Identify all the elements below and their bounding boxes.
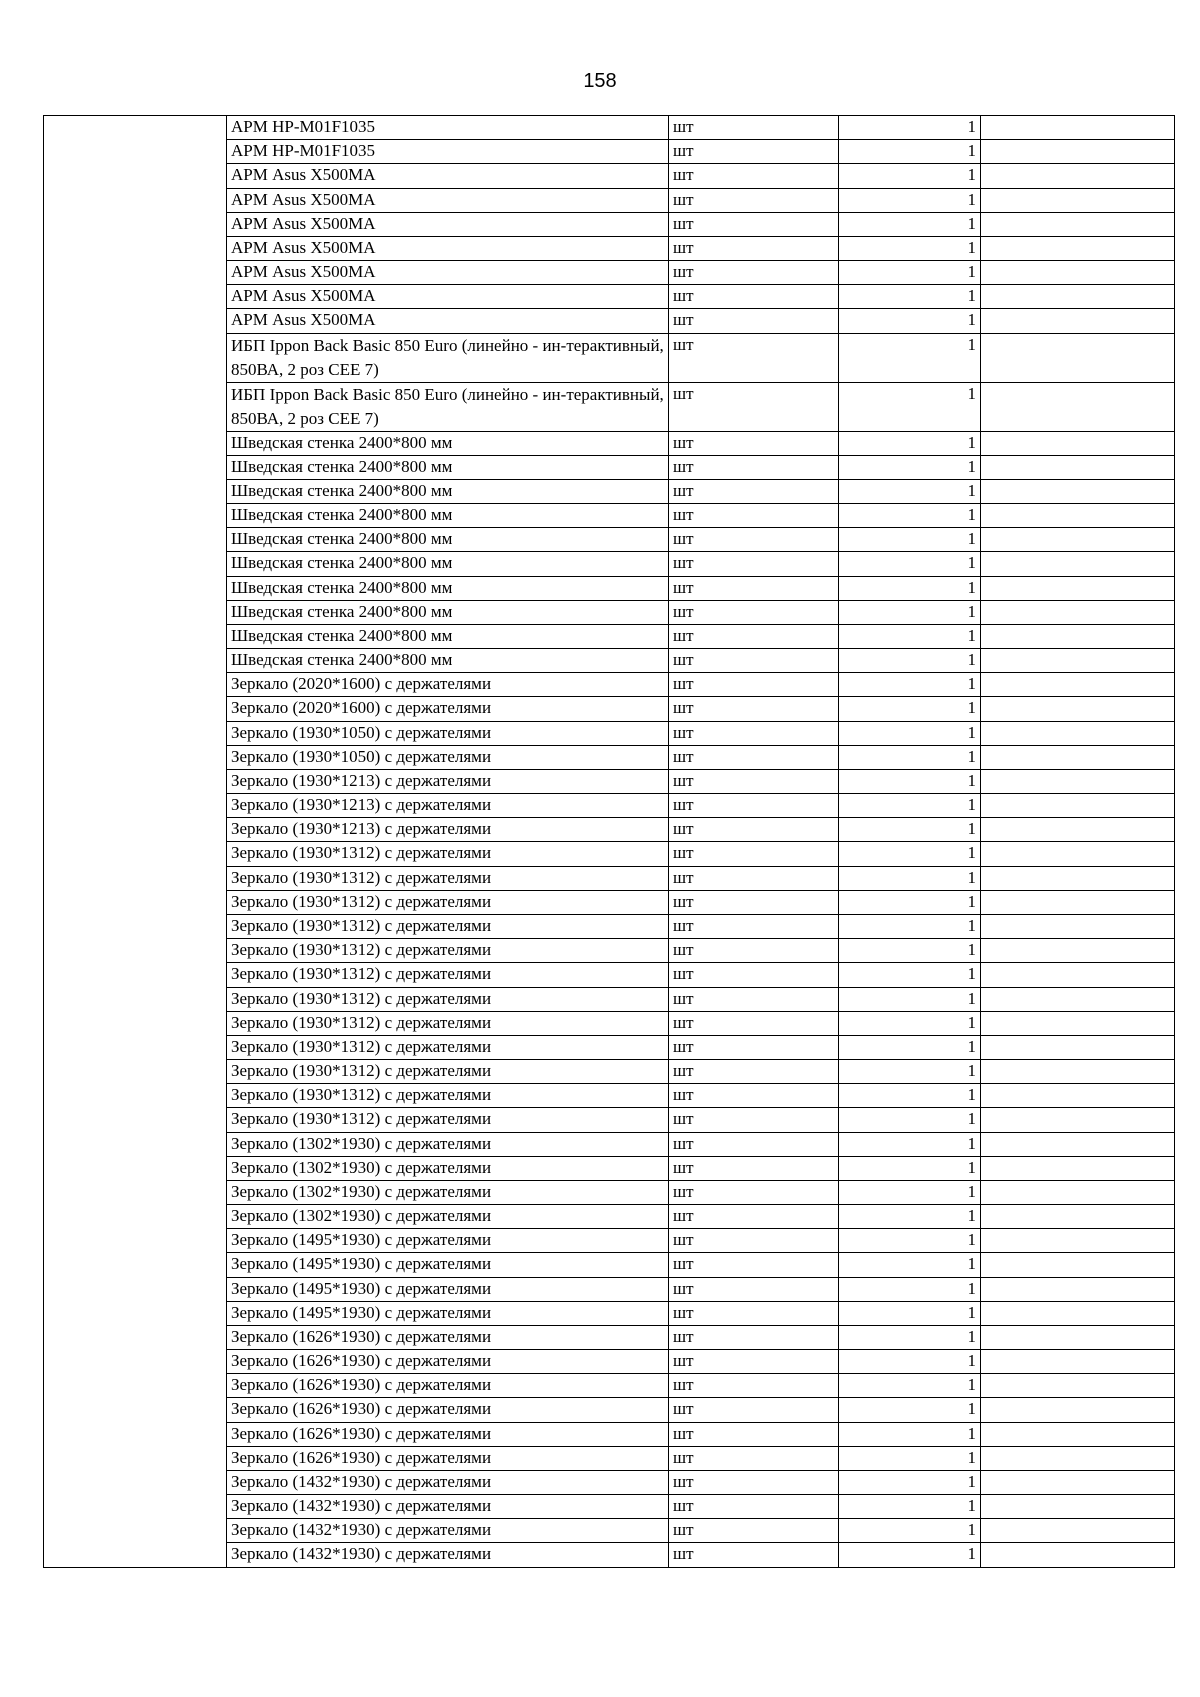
unit-cell: шт	[669, 866, 839, 890]
note-cell	[981, 794, 1175, 818]
item-name-cell: Зеркало (1930*1213) с держателями	[227, 769, 669, 793]
item-name-cell: Шведская стенка 2400*800 мм	[227, 431, 669, 455]
quantity-cell: 1	[839, 1084, 981, 1108]
unit-cell: шт	[669, 818, 839, 842]
unit-cell: шт	[669, 842, 839, 866]
note-cell	[981, 1519, 1175, 1543]
note-cell	[981, 939, 1175, 963]
note-cell	[981, 164, 1175, 188]
quantity-cell: 1	[839, 431, 981, 455]
item-name-cell: Зеркало (1495*1930) с держателями	[227, 1277, 669, 1301]
item-name-cell: Зеркало (1930*1312) с держателями	[227, 1108, 669, 1132]
quantity-cell: 1	[839, 212, 981, 236]
unit-cell: шт	[669, 382, 839, 431]
quantity-cell: 1	[839, 528, 981, 552]
item-name-cell: Зеркало (1930*1312) с держателями	[227, 890, 669, 914]
quantity-cell: 1	[839, 1446, 981, 1470]
unit-cell: шт	[669, 1156, 839, 1180]
note-cell	[981, 382, 1175, 431]
note-cell	[981, 1156, 1175, 1180]
quantity-cell: 1	[839, 1543, 981, 1567]
quantity-cell: 1	[839, 1229, 981, 1253]
item-name-cell: ИБП Ippon Back Basic 850 Euro (линейно - ин-терактивный, 850ВА, 2 роз CEE 7)	[227, 382, 669, 431]
item-name-cell: Зеркало (1432*1930) с держателями	[227, 1519, 669, 1543]
quantity-cell: 1	[839, 236, 981, 260]
quantity-cell: 1	[839, 188, 981, 212]
note-cell	[981, 673, 1175, 697]
quantity-cell: 1	[839, 164, 981, 188]
quantity-cell: 1	[839, 1519, 981, 1543]
quantity-cell: 1	[839, 552, 981, 576]
item-name-cell: Зеркало (1930*1312) с держателями	[227, 939, 669, 963]
quantity-cell: 1	[839, 1495, 981, 1519]
note-cell	[981, 504, 1175, 528]
item-name-cell: Шведская стенка 2400*800 мм	[227, 455, 669, 479]
item-name-cell: Шведская стенка 2400*800 мм	[227, 504, 669, 528]
quantity-cell: 1	[839, 261, 981, 285]
unit-cell: шт	[669, 1470, 839, 1494]
note-cell	[981, 1205, 1175, 1229]
note-cell	[981, 333, 1175, 382]
quantity-cell: 1	[839, 140, 981, 164]
quantity-cell: 1	[839, 333, 981, 382]
quantity-cell: 1	[839, 624, 981, 648]
item-name-cell: Зеркало (1302*1930) с держателями	[227, 1180, 669, 1204]
item-name-cell: АРМ HP-M01F1035	[227, 116, 669, 140]
unit-cell: шт	[669, 721, 839, 745]
quantity-cell: 1	[839, 1205, 981, 1229]
unit-cell: шт	[669, 479, 839, 503]
unit-cell: шт	[669, 987, 839, 1011]
item-name-cell: Зеркало (1930*1050) с держателями	[227, 721, 669, 745]
unit-cell: шт	[669, 140, 839, 164]
note-cell	[981, 479, 1175, 503]
note-cell	[981, 1422, 1175, 1446]
unit-cell: шт	[669, 1253, 839, 1277]
item-name-cell: Зеркало (1930*1312) с держателями	[227, 914, 669, 938]
unit-cell: шт	[669, 1108, 839, 1132]
quantity-cell: 1	[839, 1350, 981, 1374]
unit-cell: шт	[669, 188, 839, 212]
unit-cell: шт	[669, 455, 839, 479]
note-cell	[981, 1301, 1175, 1325]
note-cell	[981, 140, 1175, 164]
note-cell	[981, 1035, 1175, 1059]
item-name-cell: Зеркало (1930*1312) с держателями	[227, 1084, 669, 1108]
quantity-cell: 1	[839, 697, 981, 721]
note-cell	[981, 1180, 1175, 1204]
unit-cell: шт	[669, 552, 839, 576]
quantity-cell: 1	[839, 987, 981, 1011]
item-name-cell: Зеркало (1626*1930) с держателями	[227, 1374, 669, 1398]
note-cell	[981, 1084, 1175, 1108]
unit-cell: шт	[669, 890, 839, 914]
unit-cell: шт	[669, 914, 839, 938]
note-cell	[981, 1253, 1175, 1277]
unit-cell: шт	[669, 1277, 839, 1301]
item-name-cell: Зеркало (1930*1213) с держателями	[227, 794, 669, 818]
unit-cell: шт	[669, 1060, 839, 1084]
quantity-cell: 1	[839, 1325, 981, 1349]
quantity-cell: 1	[839, 1470, 981, 1494]
quantity-cell: 1	[839, 721, 981, 745]
quantity-cell: 1	[839, 1156, 981, 1180]
item-name-cell: АРМ Asus X500MA	[227, 164, 669, 188]
quantity-cell: 1	[839, 794, 981, 818]
quantity-cell: 1	[839, 479, 981, 503]
unit-cell: шт	[669, 1301, 839, 1325]
quantity-cell: 1	[839, 285, 981, 309]
quantity-cell: 1	[839, 914, 981, 938]
unit-cell: шт	[669, 1446, 839, 1470]
unit-cell: шт	[669, 236, 839, 260]
quantity-cell: 1	[839, 866, 981, 890]
note-cell	[981, 866, 1175, 890]
item-name-cell: Зеркало (1930*1312) с держателями	[227, 987, 669, 1011]
quantity-cell: 1	[839, 818, 981, 842]
note-cell	[981, 649, 1175, 673]
quantity-cell: 1	[839, 1132, 981, 1156]
note-cell	[981, 285, 1175, 309]
note-cell	[981, 309, 1175, 333]
unit-cell: шт	[669, 164, 839, 188]
note-cell	[981, 769, 1175, 793]
note-cell	[981, 236, 1175, 260]
quantity-cell: 1	[839, 649, 981, 673]
quantity-cell: 1	[839, 1398, 981, 1422]
unit-cell: шт	[669, 1350, 839, 1374]
unit-cell: шт	[669, 1398, 839, 1422]
note-cell	[981, 1470, 1175, 1494]
item-name-cell: Шведская стенка 2400*800 мм	[227, 624, 669, 648]
unit-cell: шт	[669, 1084, 839, 1108]
unit-cell: шт	[669, 1519, 839, 1543]
unit-cell: шт	[669, 600, 839, 624]
item-name-cell: АРМ Asus X500MA	[227, 261, 669, 285]
note-cell	[981, 261, 1175, 285]
quantity-cell: 1	[839, 1180, 981, 1204]
item-name-cell: Шведская стенка 2400*800 мм	[227, 649, 669, 673]
unit-cell: шт	[669, 285, 839, 309]
item-name-cell: АРМ Asus X500MA	[227, 188, 669, 212]
item-name-cell: Зеркало (1495*1930) с держателями	[227, 1229, 669, 1253]
unit-cell: шт	[669, 649, 839, 673]
item-name-cell: Зеркало (2020*1600) с держателями	[227, 673, 669, 697]
quantity-cell: 1	[839, 1035, 981, 1059]
note-cell	[981, 1350, 1175, 1374]
unit-cell: шт	[669, 1495, 839, 1519]
note-cell	[981, 987, 1175, 1011]
item-name-cell: Зеркало (1626*1930) с держателями	[227, 1422, 669, 1446]
item-name-cell: ИБП Ippon Back Basic 850 Euro (линейно - ин-терактивный, 850ВА, 2 роз CEE 7)	[227, 333, 669, 382]
unit-cell: шт	[669, 794, 839, 818]
note-cell	[981, 431, 1175, 455]
note-cell	[981, 818, 1175, 842]
quantity-cell: 1	[839, 309, 981, 333]
item-name-cell: Зеркало (1432*1930) с держателями	[227, 1470, 669, 1494]
unit-cell: шт	[669, 1011, 839, 1035]
table-row	[44, 116, 1175, 140]
item-name-cell: АРМ Asus X500MA	[227, 212, 669, 236]
unit-cell: шт	[669, 528, 839, 552]
unit-cell: шт	[669, 1132, 839, 1156]
item-name-cell: Шведская стенка 2400*800 мм	[227, 552, 669, 576]
item-name-cell: Зеркало (1930*1312) с держателями	[227, 1011, 669, 1035]
note-cell	[981, 1325, 1175, 1349]
quantity-cell: 1	[839, 1301, 981, 1325]
note-cell	[981, 1060, 1175, 1084]
item-name-cell: Зеркало (1930*1312) с держателями	[227, 866, 669, 890]
item-name-cell: Шведская стенка 2400*800 мм	[227, 576, 669, 600]
unit-cell: шт	[669, 939, 839, 963]
quantity-cell: 1	[839, 116, 981, 140]
item-name-cell: Шведская стенка 2400*800 мм	[227, 528, 669, 552]
item-name-cell: Зеркало (1495*1930) с держателями	[227, 1301, 669, 1325]
unit-cell: шт	[669, 1180, 839, 1204]
quantity-cell: 1	[839, 382, 981, 431]
item-name-cell: Зеркало (2020*1600) с держателями	[227, 697, 669, 721]
item-name-cell: Зеркало (1626*1930) с держателями	[227, 1350, 669, 1374]
quantity-cell: 1	[839, 576, 981, 600]
note-cell	[981, 1495, 1175, 1519]
quantity-cell: 1	[839, 1422, 981, 1446]
quantity-cell: 1	[839, 455, 981, 479]
item-name-cell: АРМ HP-M01F1035	[227, 140, 669, 164]
note-cell	[981, 890, 1175, 914]
note-cell	[981, 697, 1175, 721]
quantity-cell: 1	[839, 504, 981, 528]
item-name-cell: Зеркало (1302*1930) с держателями	[227, 1156, 669, 1180]
item-name-cell: Зеркало (1930*1050) с держателями	[227, 745, 669, 769]
item-name-cell: АРМ Asus X500MA	[227, 236, 669, 260]
note-cell	[981, 576, 1175, 600]
note-cell	[981, 1543, 1175, 1567]
item-name-cell: Зеркало (1495*1930) с держателями	[227, 1253, 669, 1277]
note-cell	[981, 116, 1175, 140]
unit-cell: шт	[669, 1325, 839, 1349]
note-cell	[981, 1011, 1175, 1035]
item-name-cell: Зеркало (1930*1312) с держателями	[227, 1035, 669, 1059]
unit-cell: шт	[669, 576, 839, 600]
note-cell	[981, 963, 1175, 987]
page-number: 158	[583, 70, 617, 92]
note-cell	[981, 1132, 1175, 1156]
quantity-cell: 1	[839, 769, 981, 793]
unit-cell: шт	[669, 333, 839, 382]
item-name-cell: Зеркало (1432*1930) с держателями	[227, 1495, 669, 1519]
unit-cell: шт	[669, 1205, 839, 1229]
item-name-cell: АРМ Asus X500MA	[227, 309, 669, 333]
note-cell	[981, 745, 1175, 769]
note-cell	[981, 721, 1175, 745]
unit-cell: шт	[669, 963, 839, 987]
note-cell	[981, 212, 1175, 236]
item-name-cell: Зеркало (1302*1930) с держателями	[227, 1132, 669, 1156]
unit-cell: шт	[669, 504, 839, 528]
quantity-cell: 1	[839, 1277, 981, 1301]
item-name-cell: Зеркало (1930*1312) с держателями	[227, 842, 669, 866]
quantity-cell: 1	[839, 1011, 981, 1035]
item-name-cell: Шведская стенка 2400*800 мм	[227, 479, 669, 503]
unit-cell: шт	[669, 261, 839, 285]
item-name-cell: Зеркало (1930*1312) с держателями	[227, 1060, 669, 1084]
item-name-cell: Шведская стенка 2400*800 мм	[227, 600, 669, 624]
note-cell	[981, 914, 1175, 938]
note-cell	[981, 552, 1175, 576]
quantity-cell: 1	[839, 1374, 981, 1398]
item-name-cell: Зеркало (1626*1930) с держателями	[227, 1398, 669, 1422]
unit-cell: шт	[669, 1035, 839, 1059]
quantity-cell: 1	[839, 1108, 981, 1132]
item-name-cell: Зеркало (1930*1312) с держателями	[227, 963, 669, 987]
empty-group-cell	[44, 116, 227, 1568]
unit-cell: шт	[669, 673, 839, 697]
unit-cell: шт	[669, 624, 839, 648]
unit-cell: шт	[669, 1229, 839, 1253]
note-cell	[981, 1229, 1175, 1253]
item-name-cell: Зеркало (1930*1213) с держателями	[227, 818, 669, 842]
unit-cell: шт	[669, 1422, 839, 1446]
note-cell	[981, 600, 1175, 624]
inventory-table-body	[44, 116, 1175, 1568]
note-cell	[981, 455, 1175, 479]
item-name-cell: Зеркало (1626*1930) с держателями	[227, 1325, 669, 1349]
quantity-cell: 1	[839, 842, 981, 866]
item-name-cell: АРМ Asus X500MA	[227, 285, 669, 309]
unit-cell: шт	[669, 1543, 839, 1567]
quantity-cell: 1	[839, 963, 981, 987]
item-name-cell: Зеркало (1432*1930) с держателями	[227, 1543, 669, 1567]
note-cell	[981, 188, 1175, 212]
note-cell	[981, 624, 1175, 648]
quantity-cell: 1	[839, 939, 981, 963]
note-cell	[981, 1398, 1175, 1422]
item-name-cell: Зеркало (1302*1930) с держателями	[227, 1205, 669, 1229]
unit-cell: шт	[669, 212, 839, 236]
note-cell	[981, 1108, 1175, 1132]
unit-cell: шт	[669, 116, 839, 140]
note-cell	[981, 528, 1175, 552]
item-name-cell: Зеркало (1626*1930) с держателями	[227, 1446, 669, 1470]
note-cell	[981, 1277, 1175, 1301]
unit-cell: шт	[669, 1374, 839, 1398]
unit-cell: шт	[669, 769, 839, 793]
quantity-cell: 1	[839, 890, 981, 914]
unit-cell: шт	[669, 745, 839, 769]
note-cell	[981, 842, 1175, 866]
inventory-table	[43, 115, 1175, 1568]
quantity-cell: 1	[839, 600, 981, 624]
note-cell	[981, 1446, 1175, 1470]
quantity-cell: 1	[839, 1060, 981, 1084]
unit-cell: шт	[669, 697, 839, 721]
quantity-cell: 1	[839, 1253, 981, 1277]
note-cell	[981, 1374, 1175, 1398]
quantity-cell: 1	[839, 673, 981, 697]
unit-cell: шт	[669, 309, 839, 333]
quantity-cell: 1	[839, 745, 981, 769]
unit-cell: шт	[669, 431, 839, 455]
